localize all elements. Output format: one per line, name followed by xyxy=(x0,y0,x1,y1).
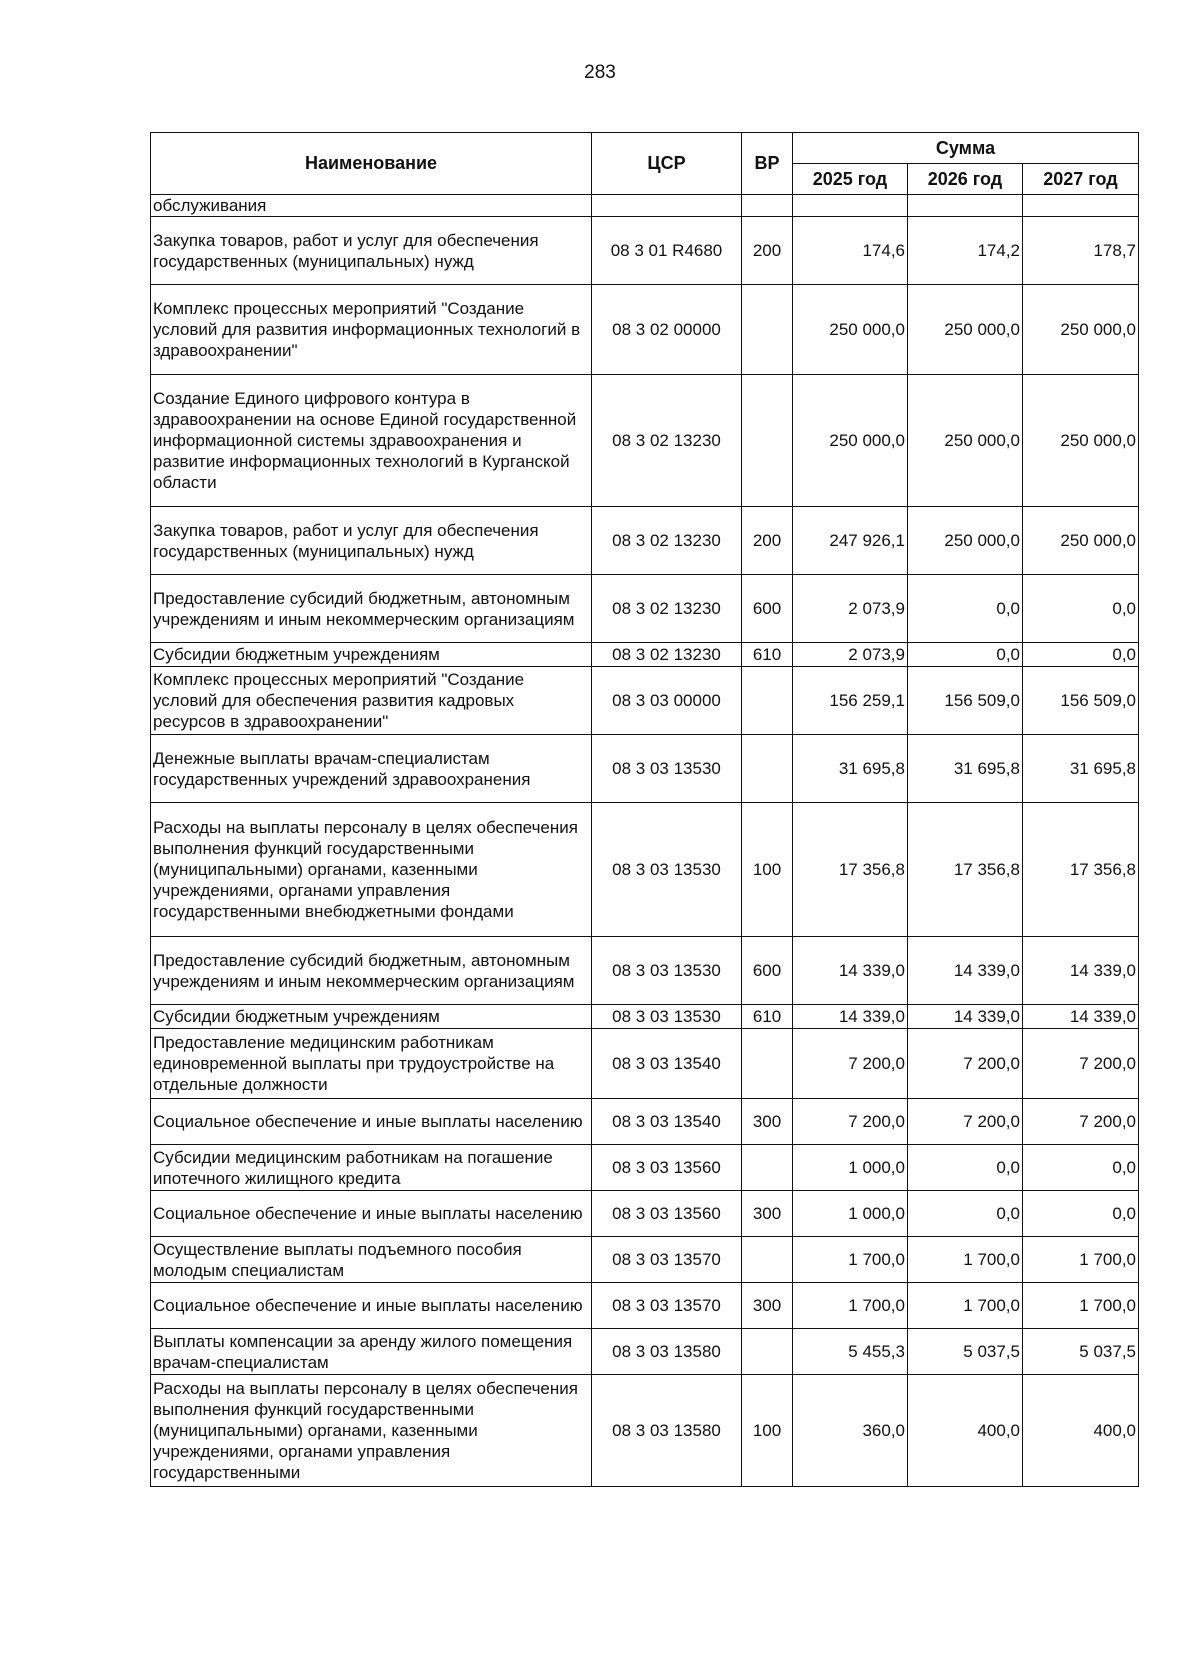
row-2026-cell: 7 200,0 xyxy=(908,1029,1023,1099)
table-row xyxy=(151,1283,1139,1329)
row-vr-cell: 200 xyxy=(742,507,793,575)
row-2027-cell: 17 356,8 xyxy=(1023,803,1139,937)
row-2026-cell: 0,0 xyxy=(908,1145,1023,1191)
header-name: Наименование xyxy=(151,133,592,195)
row-name-cell: Расходы на выплаты персоналу в целях обеспечения выполнения функций государственными (муниципальными) органами, казенными учреждениями, органами управления государственными xyxy=(151,1375,592,1487)
row-csr-cell: 08 3 03 13560 xyxy=(592,1191,742,1237)
row-vr-cell: 300 xyxy=(742,1191,793,1237)
table-row xyxy=(151,195,1139,217)
row-csr-cell: 08 3 03 13530 xyxy=(592,1005,742,1029)
row-vr-cell xyxy=(742,195,793,217)
row-vr-cell xyxy=(742,375,793,507)
row-csr-cell: 08 3 03 00000 xyxy=(592,667,742,735)
row-2027-cell: 1 700,0 xyxy=(1023,1237,1139,1283)
row-name-cell: Социальное обеспечение и иные выплаты населению xyxy=(151,1191,592,1237)
row-2027-cell: 5 037,5 xyxy=(1023,1329,1139,1375)
row-2025-cell: 174,6 xyxy=(793,217,908,285)
row-csr-cell: 08 3 02 00000 xyxy=(592,285,742,375)
row-csr-cell: 08 3 03 13580 xyxy=(592,1375,742,1487)
header-sum: Сумма xyxy=(793,133,1139,164)
row-2026-cell xyxy=(908,195,1023,217)
row-2027-cell: 0,0 xyxy=(1023,575,1139,643)
table-row xyxy=(151,1099,1139,1145)
table-row xyxy=(151,937,1139,1005)
row-name-cell: Предоставление субсидий бюджетным, автономным учреждениям и иным некоммерческим организациям xyxy=(151,575,592,643)
row-2027-cell: 156 509,0 xyxy=(1023,667,1139,735)
row-2027-cell: 250 000,0 xyxy=(1023,285,1139,375)
row-2025-cell: 7 200,0 xyxy=(793,1029,908,1099)
row-name-cell: обслуживания xyxy=(151,195,592,217)
table-row xyxy=(151,575,1139,643)
row-2026-cell: 250 000,0 xyxy=(908,375,1023,507)
row-name-cell: Закупка товаров, работ и услуг для обеспечения государственных (муниципальных) нужд xyxy=(151,507,592,575)
row-vr-cell: 600 xyxy=(742,937,793,1005)
row-2025-cell: 1 700,0 xyxy=(793,1237,908,1283)
row-csr-cell: 08 3 01 R4680 xyxy=(592,217,742,285)
row-2027-cell: 7 200,0 xyxy=(1023,1029,1139,1099)
row-2025-cell xyxy=(793,195,908,217)
row-2025-cell: 14 339,0 xyxy=(793,937,908,1005)
row-name-cell: Комплекс процессных мероприятий "Создание условий для обеспечения развития кадровых ресурсов в здравоохранении" xyxy=(151,667,592,735)
row-2025-cell: 247 926,1 xyxy=(793,507,908,575)
table-row xyxy=(151,375,1139,507)
row-2025-cell: 360,0 xyxy=(793,1375,908,1487)
row-2025-cell: 14 339,0 xyxy=(793,1005,908,1029)
row-vr-cell: 610 xyxy=(742,643,793,667)
row-2027-cell: 0,0 xyxy=(1023,643,1139,667)
row-csr-cell: 08 3 02 13230 xyxy=(592,575,742,643)
row-vr-cell: 600 xyxy=(742,575,793,643)
row-name-cell: Комплекс процессных мероприятий "Создание условий для развития информационных технологий в здравоохранении" xyxy=(151,285,592,375)
row-name-cell: Субсидии бюджетным учреждениям xyxy=(151,1005,592,1029)
row-2027-cell: 400,0 xyxy=(1023,1375,1139,1487)
row-2025-cell: 1 700,0 xyxy=(793,1283,908,1329)
row-vr-cell: 100 xyxy=(742,1375,793,1487)
row-2025-cell: 2 073,9 xyxy=(793,575,908,643)
table-row xyxy=(151,1237,1139,1283)
row-2026-cell: 250 000,0 xyxy=(908,285,1023,375)
row-vr-cell xyxy=(742,667,793,735)
row-name-cell: Денежные выплаты врачам-специалистам государственных учреждений здравоохранения xyxy=(151,735,592,803)
row-2026-cell: 0,0 xyxy=(908,1191,1023,1237)
header-2026: 2026 год xyxy=(908,164,1023,195)
row-2026-cell: 0,0 xyxy=(908,643,1023,667)
row-2026-cell: 400,0 xyxy=(908,1375,1023,1487)
row-name-cell: Закупка товаров, работ и услуг для обеспечения государственных (муниципальных) нужд xyxy=(151,217,592,285)
row-csr-cell: 08 3 02 13230 xyxy=(592,375,742,507)
row-2026-cell: 14 339,0 xyxy=(908,937,1023,1005)
row-2027-cell: 1 700,0 xyxy=(1023,1283,1139,1329)
row-2027-cell: 250 000,0 xyxy=(1023,507,1139,575)
row-2026-cell: 31 695,8 xyxy=(908,735,1023,803)
table-row xyxy=(151,1005,1139,1029)
row-csr-cell: 08 3 03 13530 xyxy=(592,803,742,937)
row-2026-cell: 1 700,0 xyxy=(908,1283,1023,1329)
row-name-cell: Создание Единого цифрового контура в здравоохранении на основе Единой государственной информационной системы здравоохранения и развитие информационных технологий в Курганской области xyxy=(151,375,592,507)
header-2025: 2025 год xyxy=(793,164,908,195)
row-2025-cell: 5 455,3 xyxy=(793,1329,908,1375)
row-2027-cell: 0,0 xyxy=(1023,1145,1139,1191)
row-2027-cell: 14 339,0 xyxy=(1023,937,1139,1005)
row-csr-cell: 08 3 03 13580 xyxy=(592,1329,742,1375)
table-row xyxy=(151,735,1139,803)
row-name-cell: Субсидии медицинским работникам на погашение ипотечного жилищного кредита xyxy=(151,1145,592,1191)
row-csr-cell: 08 3 02 13230 xyxy=(592,643,742,667)
table-row xyxy=(151,1375,1139,1487)
row-vr-cell: 610 xyxy=(742,1005,793,1029)
row-csr-cell: 08 3 03 13530 xyxy=(592,937,742,1005)
row-2026-cell: 250 000,0 xyxy=(908,507,1023,575)
row-2027-cell: 0,0 xyxy=(1023,1191,1139,1237)
row-2027-cell: 14 339,0 xyxy=(1023,1005,1139,1029)
row-2025-cell: 156 259,1 xyxy=(793,667,908,735)
row-csr-cell: 08 3 03 13540 xyxy=(592,1099,742,1145)
row-vr-cell: 300 xyxy=(742,1099,793,1145)
row-name-cell: Осуществление выплаты подъемного пособия молодым специалистам xyxy=(151,1237,592,1283)
row-vr-cell xyxy=(742,1329,793,1375)
budget-table xyxy=(150,132,1139,1487)
row-2026-cell: 17 356,8 xyxy=(908,803,1023,937)
table-row xyxy=(151,1029,1139,1099)
row-csr-cell: 08 3 02 13230 xyxy=(592,507,742,575)
table-row xyxy=(151,1145,1139,1191)
row-2026-cell: 7 200,0 xyxy=(908,1099,1023,1145)
row-2027-cell: 178,7 xyxy=(1023,217,1139,285)
row-name-cell: Выплаты компенсации за аренду жилого помещения врачам-специалистам xyxy=(151,1329,592,1375)
header-vr: ВР xyxy=(742,133,793,195)
row-csr-cell: 08 3 03 13570 xyxy=(592,1283,742,1329)
row-2027-cell xyxy=(1023,195,1139,217)
header-csr: ЦСР xyxy=(592,133,742,195)
row-csr-cell xyxy=(592,195,742,217)
row-csr-cell: 08 3 03 13570 xyxy=(592,1237,742,1283)
row-2025-cell: 7 200,0 xyxy=(793,1099,908,1145)
page-number: 283 xyxy=(584,62,616,83)
header-2027: 2027 год xyxy=(1023,164,1139,195)
table-row xyxy=(151,1329,1139,1375)
table-row xyxy=(151,507,1139,575)
row-vr-cell xyxy=(742,1145,793,1191)
row-csr-cell: 08 3 03 13560 xyxy=(592,1145,742,1191)
row-csr-cell: 08 3 03 13530 xyxy=(592,735,742,803)
row-vr-cell xyxy=(742,735,793,803)
row-2027-cell: 250 000,0 xyxy=(1023,375,1139,507)
row-2025-cell: 250 000,0 xyxy=(793,285,908,375)
row-2025-cell: 31 695,8 xyxy=(793,735,908,803)
table-row xyxy=(151,803,1139,937)
row-name-cell: Социальное обеспечение и иные выплаты населению xyxy=(151,1099,592,1145)
row-2026-cell: 0,0 xyxy=(908,575,1023,643)
row-name-cell: Субсидии бюджетным учреждениям xyxy=(151,643,592,667)
row-vr-cell xyxy=(742,285,793,375)
row-2025-cell: 250 000,0 xyxy=(793,375,908,507)
row-vr-cell xyxy=(742,1029,793,1099)
row-2025-cell: 1 000,0 xyxy=(793,1191,908,1237)
row-2027-cell: 7 200,0 xyxy=(1023,1099,1139,1145)
table-row xyxy=(151,217,1139,285)
row-csr-cell: 08 3 03 13540 xyxy=(592,1029,742,1099)
row-vr-cell: 300 xyxy=(742,1283,793,1329)
table-row xyxy=(151,1191,1139,1237)
row-name-cell: Предоставление субсидий бюджетным, автономным учреждениям и иным некоммерческим организациям xyxy=(151,937,592,1005)
row-name-cell: Предоставление медицинским работникам единовременной выплаты при трудоустройстве на отдельные должности xyxy=(151,1029,592,1099)
row-2025-cell: 17 356,8 xyxy=(793,803,908,937)
row-name-cell: Социальное обеспечение и иные выплаты населению xyxy=(151,1283,592,1329)
row-2026-cell: 14 339,0 xyxy=(908,1005,1023,1029)
row-vr-cell xyxy=(742,1237,793,1283)
row-2026-cell: 1 700,0 xyxy=(908,1237,1023,1283)
row-2025-cell: 2 073,9 xyxy=(793,643,908,667)
row-2026-cell: 5 037,5 xyxy=(908,1329,1023,1375)
row-2026-cell: 156 509,0 xyxy=(908,667,1023,735)
row-vr-cell: 100 xyxy=(742,803,793,937)
table-row xyxy=(151,643,1139,667)
row-2027-cell: 31 695,8 xyxy=(1023,735,1139,803)
table-row xyxy=(151,285,1139,375)
row-2025-cell: 1 000,0 xyxy=(793,1145,908,1191)
row-vr-cell: 200 xyxy=(742,217,793,285)
row-name-cell: Расходы на выплаты персоналу в целях обеспечения выполнения функций государственными (муниципальными) органами, казенными учреждениями, органами управления государственными внебюджетными фондами xyxy=(151,803,592,937)
row-2026-cell: 174,2 xyxy=(908,217,1023,285)
table-row xyxy=(151,667,1139,735)
table-body xyxy=(151,195,1139,1487)
